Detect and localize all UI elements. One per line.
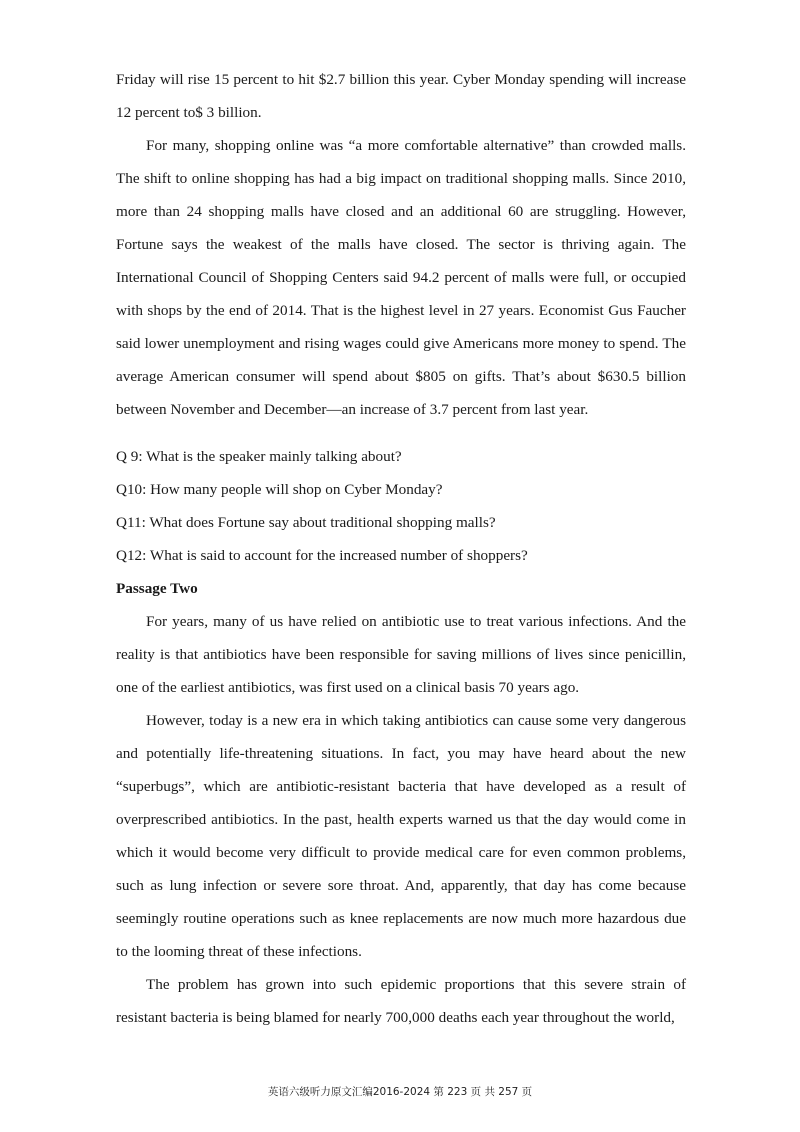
paragraph-superbugs: However, today is a new era in which taking antibiotics can cause some very dangerous and potentially life-threatening situations. In fact, you may have heard about the new “superbugs”, which are antibiotic-resistant bacteria that have developed as a result of overprescribed antibiotics. In the past, health experts warned us that the day would come in which it would become very difficult to provide medical care for even common problems, such as lung infection or severe sore throat. And, apparently, that day has come because seemingly routine operations such as knee replacements are now much more hazardous due to the looming threat of these infections. bbox=[116, 712, 686, 960]
question-item: Q10: How many people will shop on Cyber Monday? bbox=[116, 481, 443, 498]
paragraph-epidemic: The problem has grown into such epidemic proportions that this severe strain of resistant bacteria is being blamed for nearly 700,000 deaths each year throughout the world, bbox=[116, 976, 686, 1026]
paragraph-online-shopping: For many, shopping online was “a more comfortable alternative” than crowded malls. The shift to online shopping has had a big impact on traditional shopping malls. Since 2010, more than 24 shopping malls have closed and an additional 60 are struggling. However, Fortune says the weakest of the malls have closed. The sector is thriving again. The International Council of Shopping Centers said 94.2 percent of malls were full, or occupied with shops by the end of 2014. That is the highest level in 27 years. Economist Gus Faucher said lower unemployment and rising wages could give Americans more money to spend. The average American consumer will spend about $805 on gifts. That’s about $630.5 billion between November and December—an increase of 3.7 percent from last year. bbox=[116, 137, 686, 418]
question-item: Q 9: What is the speaker mainly talking about? bbox=[116, 448, 402, 465]
page-footer: 英语六级听力原文汇编2016-2024 第 223 页 共 257 页 bbox=[267, 1086, 533, 1098]
question-item: Q11: What does Fortune say about traditional shopping malls? bbox=[116, 514, 496, 531]
question-list bbox=[116, 440, 686, 572]
paragraph-continued: Friday will rise 15 percent to hit $2.7 billion this year. Cyber Monday spending will increase 12 percent to$ 3 billion. bbox=[116, 71, 686, 121]
paragraph-antibiotics-history: For years, many of us have relied on antibiotic use to treat various infections. And the reality is that antibiotics have been responsible for saving millions of lives since penicillin, one of the earliest antibiotics, was first used on a clinical basis 70 years ago. bbox=[116, 613, 686, 696]
document-body bbox=[116, 63, 686, 1034]
section-heading: Passage Two bbox=[116, 580, 198, 597]
question-item: Q12: What is said to account for the increased number of shoppers? bbox=[116, 547, 528, 564]
